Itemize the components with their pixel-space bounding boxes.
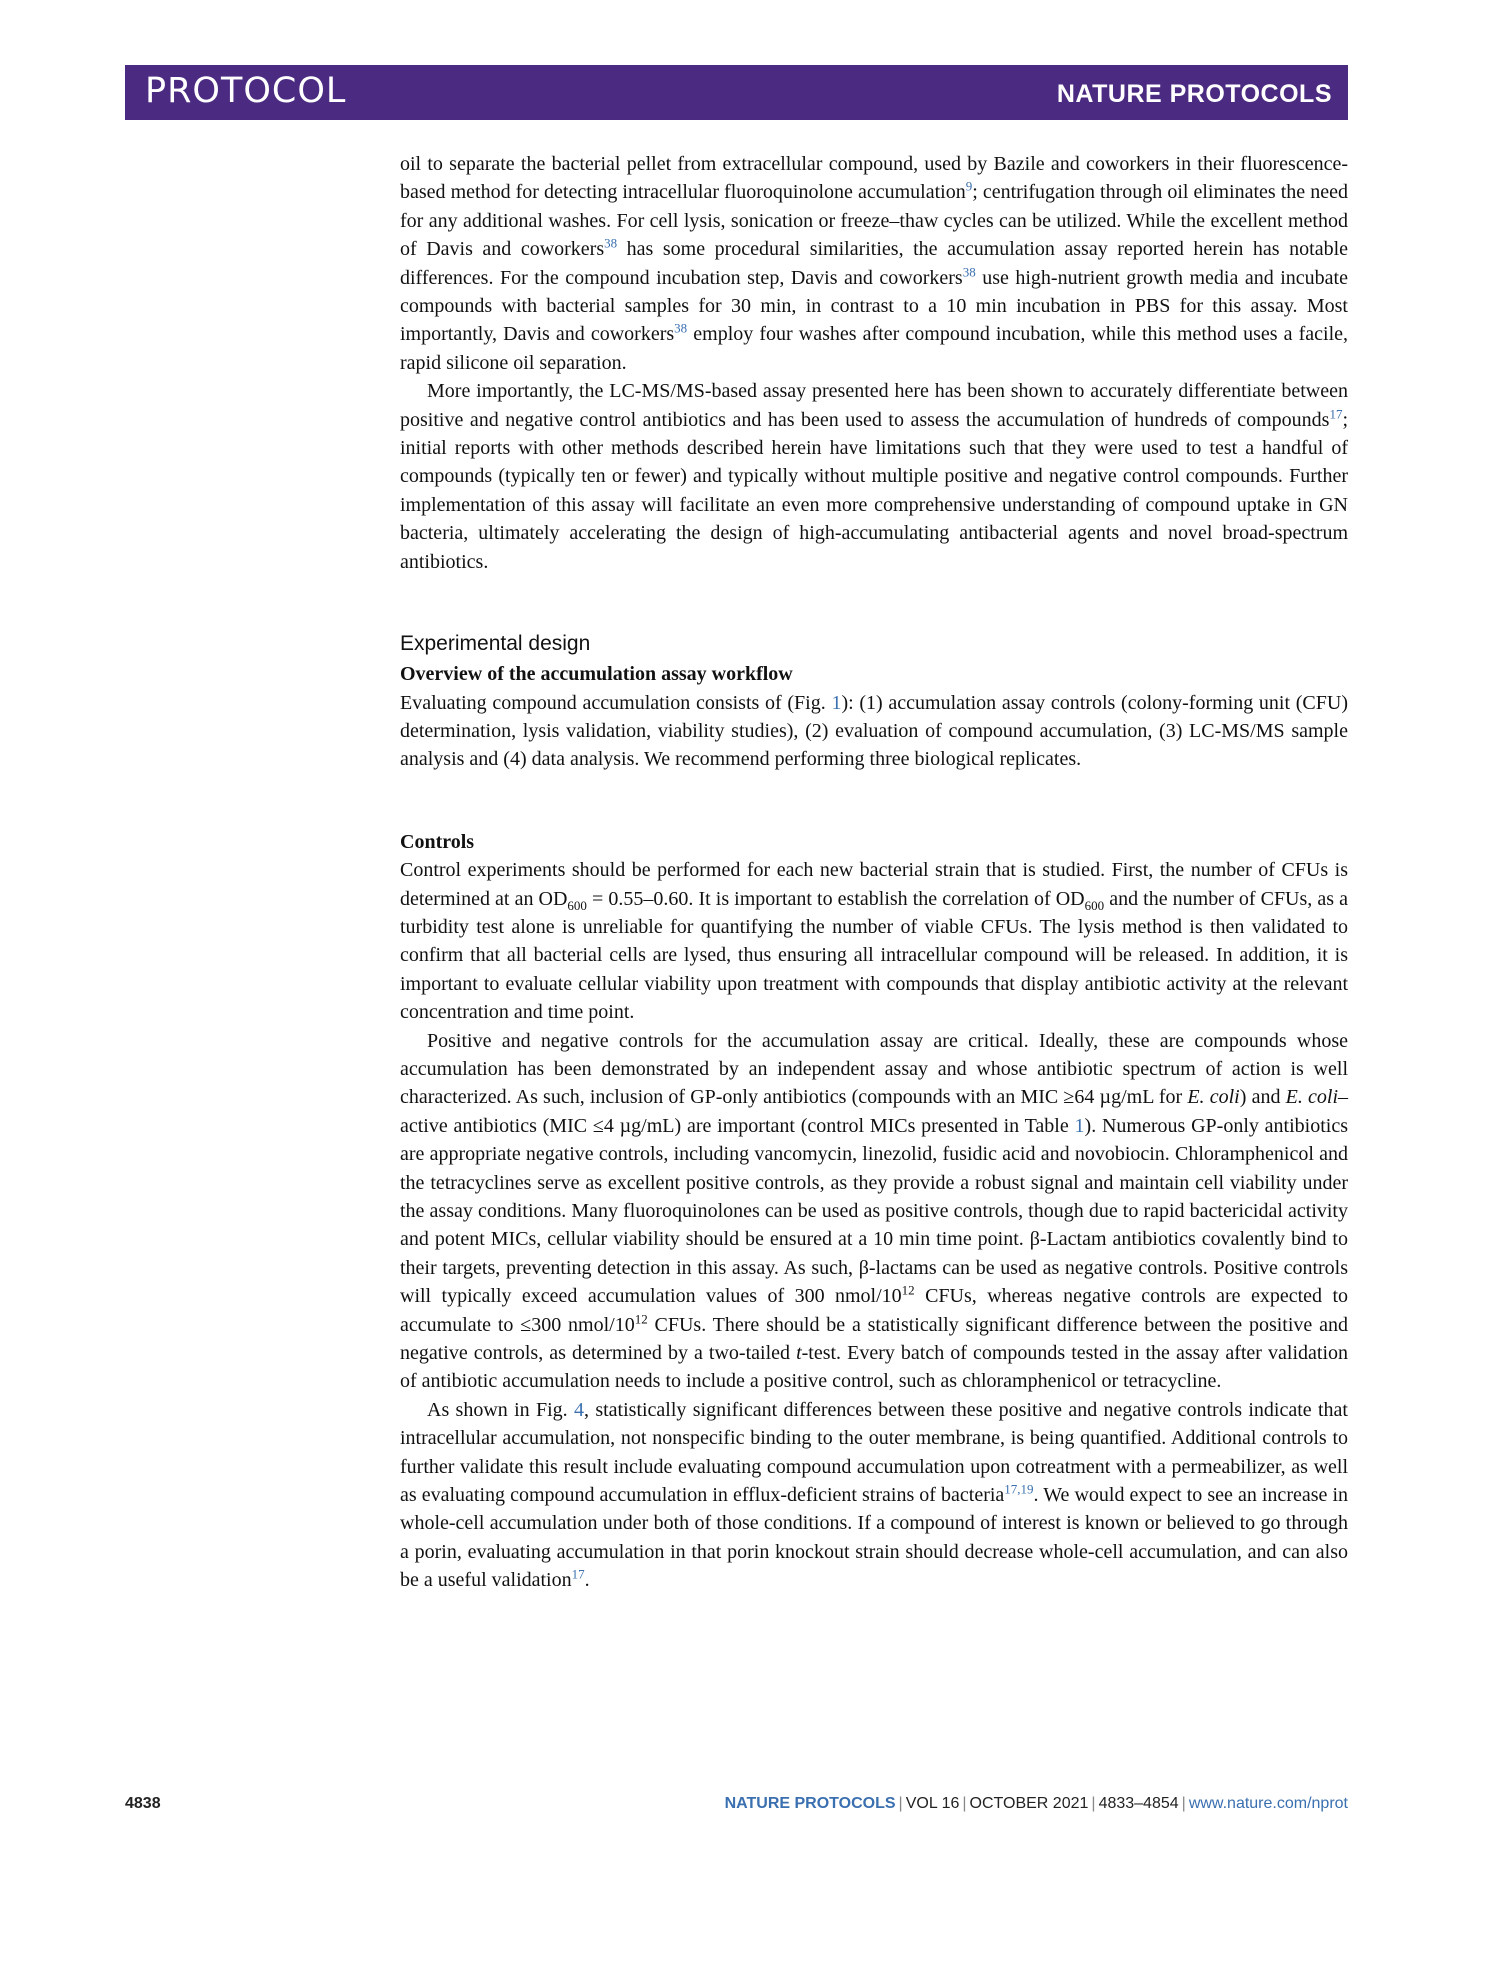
- article-body: [400, 150, 1348, 1595]
- page-number: 4838: [125, 1795, 161, 1812]
- page-footer: [125, 1795, 1348, 1825]
- subsection-heading: Overview of the accumulation assay workflow: [400, 663, 793, 686]
- citation-link[interactable]: 17: [571, 1566, 585, 1582]
- section-label: PROTOCOL: [145, 71, 347, 111]
- citation-link[interactable]: 38: [674, 320, 688, 336]
- journal-label: NATURE PROTOCOLS: [1056, 80, 1332, 108]
- figure-link[interactable]: 4: [574, 1398, 584, 1421]
- citation-link[interactable]: 17: [1329, 406, 1343, 421]
- paragraph: oil to separate the bacterial pellet from extracellular compound, used by Bazile and coworkers in their fluorescence-based method for detecting intracellular fluoroquinolone accumulation$^9$; centrifugation through oil eliminates the need for any additional washes. For cell lysis, sonication or freeze–thaw cycles can be utilized. While the excellent method of Davis and coworkers$^{38}$ has some procedural similarities, the accumulation assay reported herein has notable differences. For the compound incubation step, Davis and coworkers$^{38}$ use high-nutrient growth media and incubate compounds with bacterial samples for 30 min, in contrast to a 10 min incubation in PBS for this assay. Most importantly, Davis and coworkers$^{38}$ employ four washes after compound incubation, while this method uses a facile, rapid silicone oil separation.: [400, 153, 1349, 374]
- citation-link[interactable]: 17,19: [1004, 1481, 1034, 1497]
- figure-link[interactable]: 1: [831, 691, 842, 714]
- citation-link[interactable]: 38: [962, 263, 976, 279]
- paragraph: Positive and negative controls for the accumulation assay are critical. Ideally, these are compounds whose accumulation has been demonstrated by an independent assay and whose antibiotic spectrum of action is well characterized. As such, inclusion of GP-only antibiotics (compounds with an MIC ≥64 µg/mL for E. coli) and E. coli–active antibiotics (MIC ≤4 µg/mL) are important (control MICs presented in Table 1). Numerous GP-only antibiotics are appropriate negative controls, including vancomycin, linezolid, fusidic acid and novobiocin. Chloramphenicol and the tetracyclines serve as excellent positive controls, as they provide a robust signal and maintain cell viability under the assay conditions. Many fluoroquinolones can be used as positive controls, though due to rapid bactericidal activity and potent MICs, cellular viability should be ensured at a 10 min time point. β-Lactam antibiotics covalently bind to their targets, preventing detection in this assay. As such, β-lactams can be used as negative controls. Positive controls will typically exceed accumulation values of 300 nmol/$10^{12}$ CFUs, whereas negative controls are expected to accumulate to ≤300 nmol/$10^{12}$ CFUs. There should be a statistically significant difference between the positive and negative controls, as determined by a two-tailed t-test. Every batch of compounds tested in the assay after validation of antibiotic accumulation needs to include a positive control, such as chloramphenicol or tetracycline.: [400, 1029, 1349, 1393]
- footer-volume: VOL 16: [905, 1795, 960, 1812]
- footer-url-link[interactable]: www.nature.com/nprot: [1188, 1795, 1348, 1812]
- citation-link[interactable]: 38: [604, 235, 618, 251]
- footer-pages: 4833–4854: [1098, 1795, 1179, 1812]
- footer-date: OCTOBER 2021: [969, 1795, 1089, 1812]
- header-banner: [125, 65, 1348, 120]
- footer-journal: NATURE PROTOCOLS: [724, 1795, 896, 1812]
- citation-link[interactable]: 9: [965, 178, 973, 194]
- paragraph: Evaluating compound accumulation consists of (Fig. 1): (1) accumulation assay controls (colony-forming unit (CFU) determination, lysis validation, viability studies), (2) evaluation of compound accumulation, (3) LC-MS/MS sample analysis and (4) data analysis. We recommend performing three biological replicates.: [400, 691, 1348, 771]
- paragraph: Control experiments should be performed for each new bacterial strain that is studied. First, the number of CFUs is determined at an $OD_{600} = 0.55-0.60$. It is important to establish the correlation of $OD_{600}$ and the number of CFUs, as a turbidity test alone is unreliable for quantifying the number of viable CFUs. The lysis method is then validated to confirm that all bacterial cells are lysed, thus ensuring all intracellular compound will be released. In addition, it is important to evaluate cellular viability upon treatment with compounds that display antibiotic activity at the relevant concentration and time point.: [400, 859, 1348, 1024]
- subsection-heading: Controls: [400, 830, 475, 853]
- journal-reference: NATURE PROTOCOLS | VOL 16 | OCTOBER 2021 | 4833–4854 | www.nature.com/nprot: [724, 1795, 1348, 1812]
- paragraph: More importantly, the LC-MS/MS-based assay presented here has been shown to accurately differentiate between positive and negative control antibiotics and has been used to assess the accumulation of hundreds of compounds$^{17}$; initial reports with other methods described herein have limitations such that they were used to test a handful of compounds (typically ten or fewer) and typically without multiple positive and negative control compounds. Further implementation of this assay will facilitate an even more comprehensive understanding of compound uptake in GN bacteria, ultimately accelerating the design of high-accumulating antibacterial agents and novel broad-spectrum antibiotics.: [400, 380, 1348, 573]
- table-link[interactable]: 1: [1074, 1114, 1085, 1137]
- section-heading: Experimental design: [400, 632, 591, 656]
- paragraph: As shown in Fig. 4, statistically significant differences between these positive and negative controls indicate that intracellular accumulation, not nonspecific binding to the outer membrane, is being quantified. Additional controls to further validate this result include evaluating compound accumulation upon cotreatment with a permeabilizer, as well as evaluating compound accumulation in efflux-deficient strains of bacteria$^{17,19}$. We would expect to see an increase in whole-cell accumulation under both of those conditions. If a compound of interest is known or believed to go through a porin, evaluating accumulation in that porin knockout strain should decrease whole-cell accumulation, and can also be a useful validation$^{17}$.: [400, 1398, 1348, 1592]
